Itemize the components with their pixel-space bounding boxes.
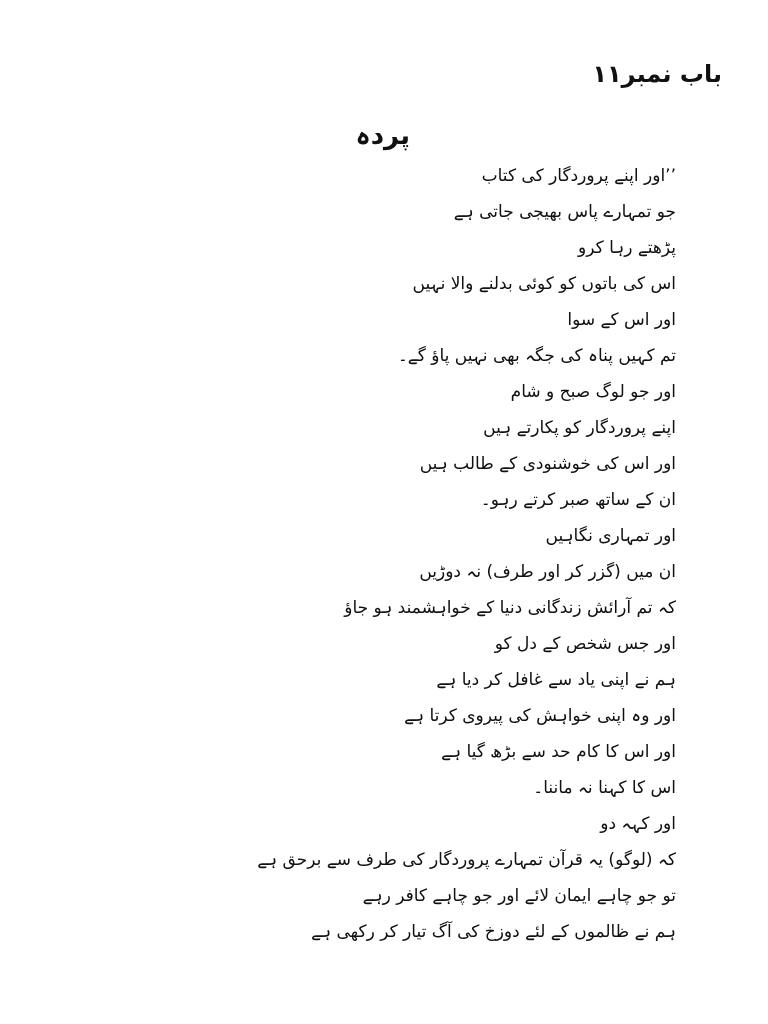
poem-line: اور اس کی خوشنودی کے طالب ہیں [419,454,676,474]
poem-line: اور اس کے سوا [567,310,676,330]
poem-line: اور وہ اپنی خواہش کی پیروی کرتا ہے [404,706,676,726]
poem-line: اور اس کا کام حد سے بڑھ گیا ہے [441,742,676,762]
poem-line: پڑھتے رہا کرو [577,238,676,258]
poem-line: ان کے ساتھ صبر کرتے رہو۔ [480,490,676,510]
poem-line: کہ تم آرائش زندگانی دنیا کے خواہشمند ہو جاؤ [344,598,676,618]
poem-line: اپنے پروردگار کو پکارتے ہیں [483,418,676,438]
poem-line: اور تمہاری نگاہیں [545,526,676,546]
poem-line: اور کہہ دو [600,814,676,834]
poem-line: ہم نے اپنی یاد سے غافل کر دیا ہے [436,670,676,690]
poem-line: اس کا کہنا نہ ماننا۔ [533,778,676,798]
poem-line: ان میں (گزر کر اور طرف) نہ دوڑیں [419,562,676,582]
poem-line: ’’اور اپنے پروردگار کی کتاب [481,166,676,186]
poem-line: اس کی باتوں کو کوئی بدلنے والا نہیں [412,274,676,294]
poem-line: کہ (لوگو) یہ قرآن تمہارے پروردگار کی طرف سے برحق ہے [257,850,676,870]
poem-line: اور جو لوگ صبح و شام [510,382,676,402]
poem-lines [257,158,676,950]
poem-line: ہم نے ظالموں کے لئے دوزخ کی آگ تیار کر رکھی ہے [311,922,676,942]
chapter-heading: باب نمبر١١ [592,60,722,88]
poem-line: جو تمہارے پاس بھیجی جاتی ہے [453,202,676,222]
poem-line: تم کہیں پناہ کی جگہ بھی نہیں پاؤ گے۔ [397,346,676,366]
poem-line: تو جو چاہے ایمان لائے اور جو چاہے کافر رہے [362,886,676,906]
page-title: پردہ [355,121,410,151]
poem-line: اور جس شخص کے دل کو [494,634,676,654]
